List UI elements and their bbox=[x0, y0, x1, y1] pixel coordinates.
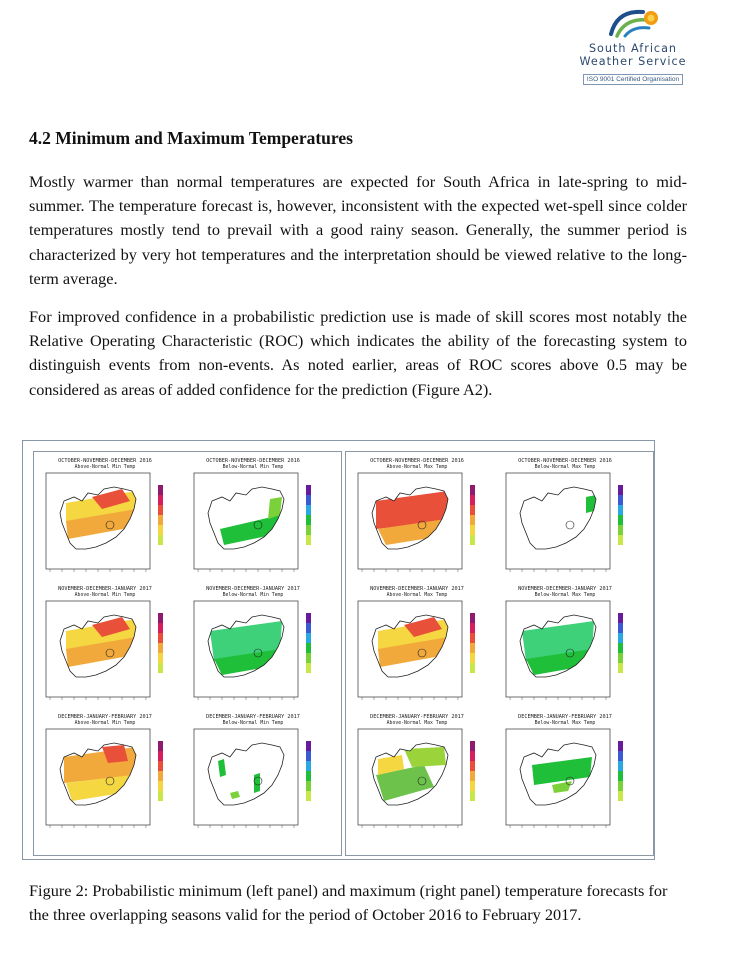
colorbar-segment bbox=[618, 761, 623, 771]
colorbar-segment bbox=[470, 525, 475, 535]
map-title: NOVEMBER-DECEMBER-JANUARY 2017 bbox=[206, 586, 300, 592]
colorbar-segment bbox=[306, 653, 311, 663]
saws-logo bbox=[574, 6, 692, 90]
colorbar-segment bbox=[158, 771, 163, 781]
map-title: NOVEMBER-DECEMBER-JANUARY 2017 bbox=[58, 586, 152, 592]
map-subtitle: Below-Normal Min Temp bbox=[222, 465, 284, 470]
colorbar-segment bbox=[470, 781, 475, 791]
map-subtitle: Below-Normal Max Temp bbox=[534, 465, 596, 470]
min-map-2 bbox=[40, 586, 180, 706]
colorbar-segment bbox=[306, 643, 311, 653]
map-subtitle: Below-Normal Min Temp bbox=[222, 593, 284, 598]
colorbar-segment bbox=[470, 771, 475, 781]
saws-logo-icon bbox=[603, 6, 663, 42]
map-subtitle: Below-Normal Max Temp bbox=[534, 593, 596, 598]
colorbar-segment bbox=[618, 781, 623, 791]
colorbar-segment bbox=[158, 515, 163, 525]
map-title: DECEMBER-JANUARY-FEBRUARY 2017 bbox=[206, 714, 300, 720]
paragraph-1: Mostly warmer than normal temperatures are expected for South Africa in late-spring to mid-summer. The temperature forecast is, however, inconsistent with the expected wet-spell since colder temperatures mostly tend to prevail with a good rainy season. Generally, the summer period is characterized by very hot temperatures and the interpretation should be viewed relative to the long-term average. bbox=[29, 172, 687, 288]
colorbar-segment bbox=[158, 633, 163, 643]
colorbar-segment bbox=[470, 791, 475, 801]
map-plot bbox=[352, 599, 492, 705]
colorbar-segment bbox=[306, 525, 311, 535]
colorbar-segment bbox=[158, 741, 163, 751]
min-map-3 bbox=[188, 586, 328, 706]
colorbar-segment bbox=[618, 633, 623, 643]
map-plot bbox=[500, 727, 640, 833]
colorbar-segment bbox=[306, 791, 311, 801]
colorbar-segment bbox=[158, 781, 163, 791]
colorbar-segment bbox=[158, 643, 163, 653]
colorbar-segment bbox=[158, 623, 163, 633]
map-subtitle: Above-Normal Max Temp bbox=[386, 721, 448, 726]
colorbar-segment bbox=[618, 653, 623, 663]
map-plot bbox=[40, 471, 180, 577]
max-map-3 bbox=[500, 586, 640, 706]
map-plot bbox=[188, 471, 328, 577]
colorbar-segment bbox=[158, 485, 163, 495]
colorbar-segment bbox=[470, 505, 475, 515]
map-plot bbox=[352, 471, 492, 577]
map-subtitle: Above-Normal Min Temp bbox=[74, 593, 136, 598]
map-title: OCTOBER-NOVEMBER-DECEMBER 2016 bbox=[206, 458, 300, 464]
colorbar-segment bbox=[306, 535, 311, 545]
map-plot bbox=[188, 727, 328, 833]
colorbar-segment bbox=[618, 495, 623, 505]
colorbar-segment bbox=[470, 653, 475, 663]
colorbar-segment bbox=[618, 741, 623, 751]
colorbar-segment bbox=[158, 663, 163, 673]
map-title: DECEMBER-JANUARY-FEBRUARY 2017 bbox=[518, 714, 612, 720]
colorbar-segment bbox=[306, 771, 311, 781]
max-map-5 bbox=[500, 714, 640, 834]
map-subtitle: Above-Normal Max Temp bbox=[386, 593, 448, 598]
colorbar-segment bbox=[618, 643, 623, 653]
colorbar-segment bbox=[618, 613, 623, 623]
colorbar-segment bbox=[306, 781, 311, 791]
min-map-5 bbox=[188, 714, 328, 834]
colorbar-segment bbox=[618, 525, 623, 535]
colorbar-segment bbox=[470, 535, 475, 545]
colorbar-segment bbox=[470, 613, 475, 623]
paragraph-2: For improved confidence in a probabilistic prediction use is made of skill scores most notably the Relative Operating Characteristic (ROC) which indicates the ability of the forecasting system to distinguish events from non-events. As noted earlier, areas of ROC scores above 0.5 may be considered as areas of added confidence for the prediction (Figure A2). bbox=[29, 307, 687, 399]
colorbar-segment bbox=[306, 505, 311, 515]
map-title: NOVEMBER-DECEMBER-JANUARY 2017 bbox=[370, 586, 464, 592]
colorbar-segment bbox=[618, 663, 623, 673]
colorbar-segment bbox=[618, 751, 623, 761]
colorbar-segment bbox=[618, 515, 623, 525]
max-map-4 bbox=[352, 714, 492, 834]
colorbar-segment bbox=[306, 761, 311, 771]
map-plot bbox=[40, 727, 180, 833]
figure-2 bbox=[22, 440, 655, 860]
min-temp-panel bbox=[33, 451, 342, 856]
map-plot bbox=[40, 599, 180, 705]
map-subtitle: Above-Normal Max Temp bbox=[386, 465, 448, 470]
colorbar-segment bbox=[306, 495, 311, 505]
colorbar-segment bbox=[470, 751, 475, 761]
min-map-4 bbox=[40, 714, 180, 834]
colorbar-segment bbox=[158, 761, 163, 771]
iso-certification: ISO 9001 Certified Organisation bbox=[583, 74, 683, 85]
colorbar-segment bbox=[306, 485, 311, 495]
map-title: OCTOBER-NOVEMBER-DECEMBER 2016 bbox=[370, 458, 464, 464]
map-plot bbox=[500, 599, 640, 705]
logo-line-1: South African bbox=[588, 42, 678, 55]
max-temp-panel bbox=[345, 451, 654, 856]
colorbar-segment bbox=[618, 791, 623, 801]
colorbar-segment bbox=[470, 741, 475, 751]
colorbar-segment bbox=[158, 653, 163, 663]
colorbar-segment bbox=[158, 535, 163, 545]
colorbar-segment bbox=[158, 525, 163, 535]
colorbar-segment bbox=[306, 623, 311, 633]
colorbar-segment bbox=[306, 515, 311, 525]
max-map-2 bbox=[352, 586, 492, 706]
colorbar-segment bbox=[470, 643, 475, 653]
colorbar-segment bbox=[470, 515, 475, 525]
colorbar-segment bbox=[618, 535, 623, 545]
colorbar-segment bbox=[470, 623, 475, 633]
colorbar-segment bbox=[470, 663, 475, 673]
map-title: OCTOBER-NOVEMBER-DECEMBER 2016 bbox=[518, 458, 612, 464]
section-heading: 4.2 Minimum and Maximum Temperatures bbox=[29, 128, 353, 148]
colorbar-segment bbox=[158, 505, 163, 515]
colorbar-segment bbox=[618, 505, 623, 515]
colorbar-segment bbox=[306, 741, 311, 751]
map-title: OCTOBER-NOVEMBER-DECEMBER 2016 bbox=[58, 458, 152, 464]
min-map-1 bbox=[188, 458, 328, 578]
colorbar-segment bbox=[158, 751, 163, 761]
map-title: DECEMBER-JANUARY-FEBRUARY 2017 bbox=[58, 714, 152, 720]
figure-caption: Figure 2: Probabilistic minimum (left panel) and maximum (right panel) temperature forecasts for the three overlapping seasons valid for the period of October 2016 to February 2017. bbox=[29, 881, 668, 925]
max-map-1 bbox=[500, 458, 640, 578]
colorbar-segment bbox=[158, 613, 163, 623]
map-subtitle: Above-Normal Min Temp bbox=[74, 465, 136, 470]
map-subtitle: Below-Normal Max Temp bbox=[534, 721, 596, 726]
colorbar-segment bbox=[618, 485, 623, 495]
colorbar-segment bbox=[158, 495, 163, 505]
colorbar-segment bbox=[470, 761, 475, 771]
probability-area bbox=[254, 773, 260, 793]
map-subtitle: Below-Normal Min Temp bbox=[222, 721, 284, 726]
map-title: NOVEMBER-DECEMBER-JANUARY 2017 bbox=[518, 586, 612, 592]
colorbar-segment bbox=[470, 633, 475, 643]
map-subtitle: Above-Normal Min Temp bbox=[74, 721, 136, 726]
min-map-0 bbox=[40, 458, 180, 578]
max-map-0 bbox=[352, 458, 492, 578]
colorbar-segment bbox=[618, 623, 623, 633]
colorbar-segment bbox=[618, 771, 623, 781]
colorbar-segment bbox=[470, 485, 475, 495]
logo-line-2: Weather Service bbox=[579, 55, 687, 68]
colorbar-segment bbox=[306, 751, 311, 761]
map-plot bbox=[352, 727, 492, 833]
colorbar-segment bbox=[158, 791, 163, 801]
colorbar-segment bbox=[306, 633, 311, 643]
colorbar-segment bbox=[306, 663, 311, 673]
map-plot bbox=[188, 599, 328, 705]
colorbar-segment bbox=[470, 495, 475, 505]
colorbar-segment bbox=[306, 613, 311, 623]
map-title: DECEMBER-JANUARY-FEBRUARY 2017 bbox=[370, 714, 464, 720]
map-plot bbox=[500, 471, 640, 577]
